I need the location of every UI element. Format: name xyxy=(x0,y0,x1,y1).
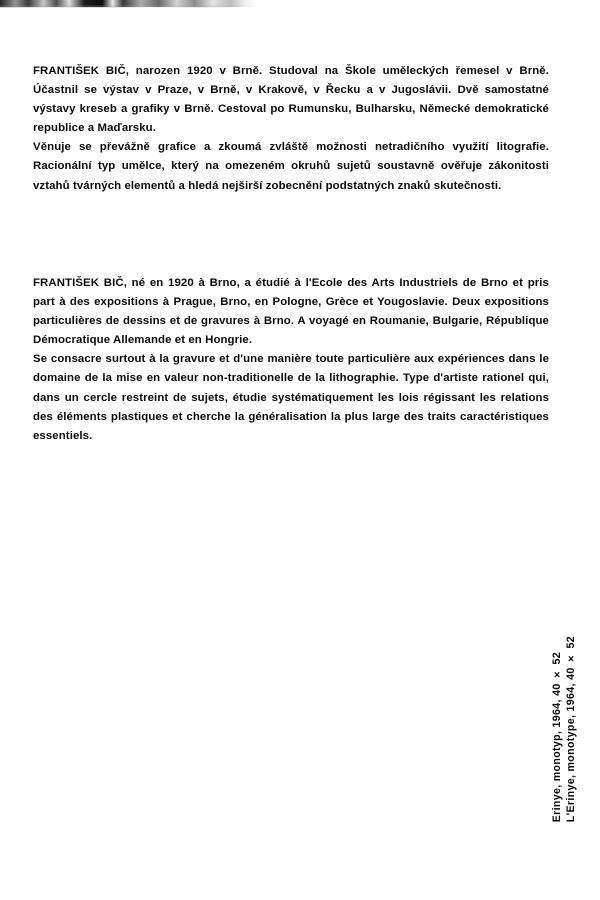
french-text-block xyxy=(33,274,549,446)
plate-caption-block xyxy=(550,562,579,822)
french-description-paragraph: Se consacre surtout à la gravure et d'une manière toute particulière aux expériences dans le domaine de la mise en valeur non-traditionelle de la lithographie. Type d'artiste rationel qui, dans un cercle restreint de sujets, étudie systématiquement les lois régissant les relations des éléments plastiques et cherche la généralisation la plus large des traits caractéristiques essentiels. xyxy=(33,353,549,442)
czech-description-paragraph: Věnuje se převážně grafice a zkoumá zvláště možnosti netradičního využití litografie. Racionální typ umělce, který na omezeném okruhů sujetů soustavně ověřuje zákonitosti vztahů tvárných elementů a hledá nejširší zobecnění podstatných znaků skutečnosti. xyxy=(33,141,549,192)
text-column xyxy=(33,62,549,442)
plate-caption-czech: Erinye, monotyp, 1964, 40 × 52 xyxy=(550,651,563,822)
czech-biography-paragraph: FRANTIŠEK BIČ, narozen 1920 v Brně. Studoval na Škole uměleckých řemesel v Brně. Účastnil se výstav v Praze, v Brně, v Krakově, v Řecku a v Jugoslávii. Dvě samostatné výstavy kreseb a grafiky v Brně. Cestoval po Rumunsku, Bulharsku, Německé demokratické republice a Maďarsku. xyxy=(33,65,549,135)
french-biography-paragraph: FRANTIŠEK BIČ, né en 1920 à Brno, a étudié à l'Ecole des Arts Industriels de Brno et pris part à des expositions à Prague, Brno, en Pologne, Grèce et Yougoslavie. Deux expositions particulières de dessins et de gravures à Brno. A voyagé en Roumanie, Bulgarie, République Démocratique Allemande et en Hongrie. xyxy=(33,277,549,347)
scan-artifact-smudge xyxy=(0,0,256,7)
plate-caption-french: L'Erinye, monotype, 1964, 40 × 52 xyxy=(565,635,578,822)
